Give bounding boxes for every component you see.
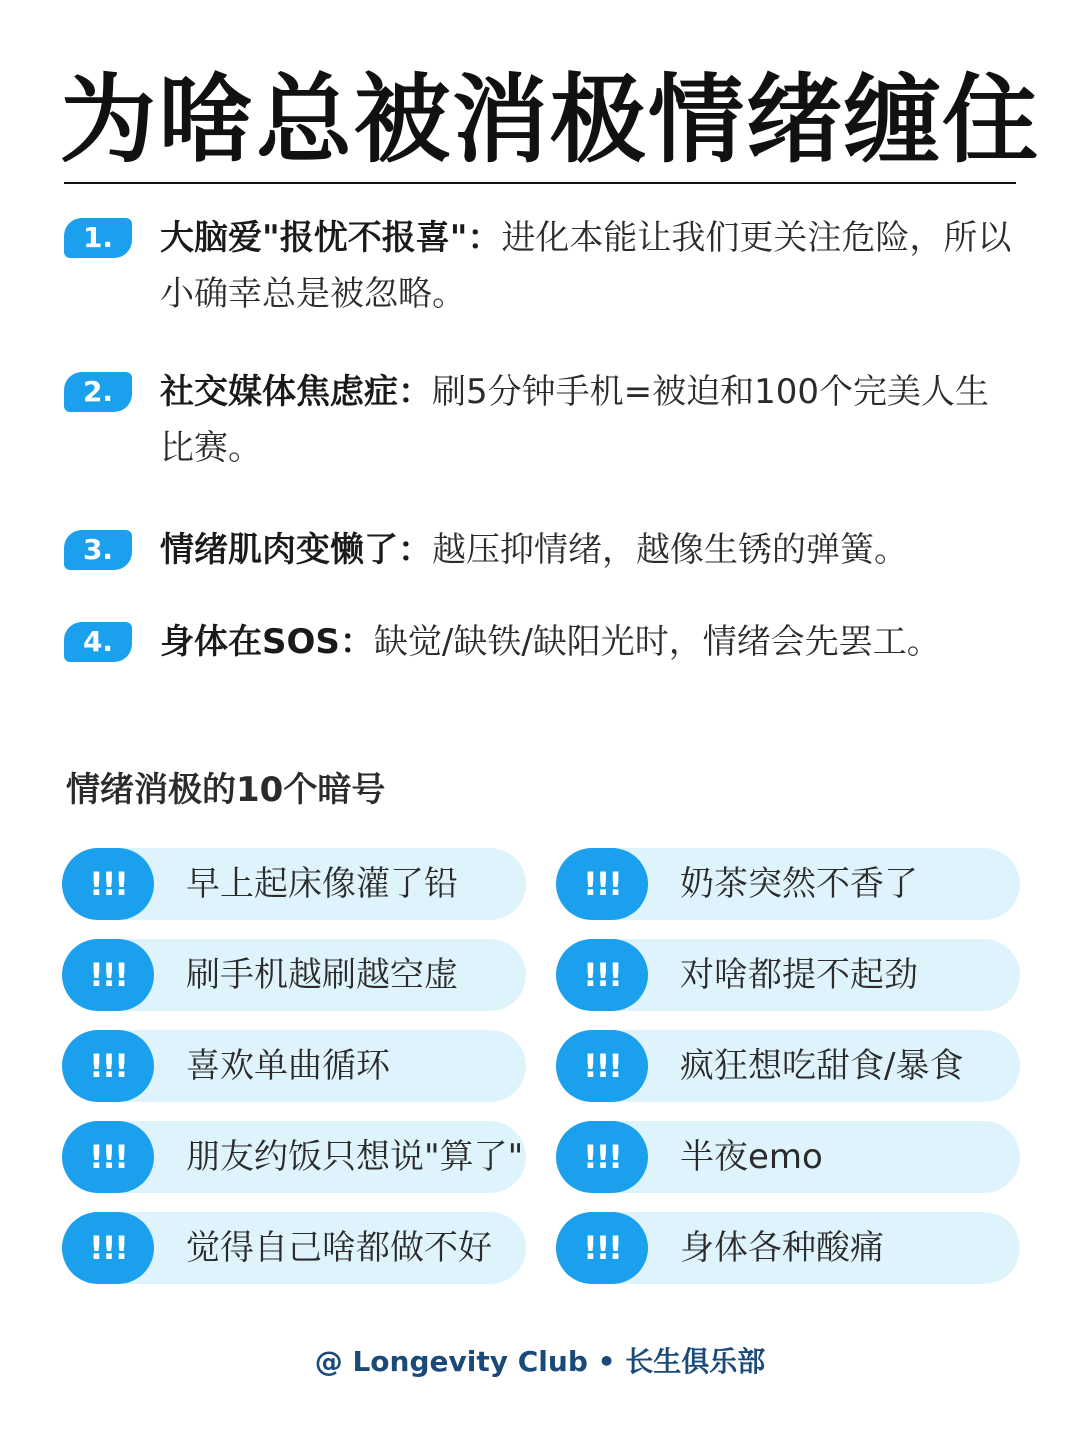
signal-label: 刷手机越刷越空虚 (186, 955, 458, 995)
alert-icon: !!! (556, 1212, 648, 1284)
point-number-badge: 2. (64, 372, 132, 412)
signal-label: 觉得自己啥都做不好 (186, 1228, 492, 1268)
point-text (160, 522, 1020, 578)
point-number-badge: 3. (64, 530, 132, 570)
signal-pill-4 (556, 939, 1020, 1011)
point-number-badge: 4. (64, 622, 132, 662)
alert-icon: !!! (556, 1121, 648, 1193)
point-heading: 大脑爱"报忧不报喜"： (160, 218, 502, 258)
signals-heading: 情绪消极的10个暗号 (66, 770, 386, 810)
point-number-badge: 1. (64, 218, 132, 258)
page-title: 为啥总被消极情绪缠住 (60, 64, 1040, 176)
alert-icon: !!! (62, 848, 154, 920)
alert-icon: !!! (62, 1121, 154, 1193)
signal-pill-8 (556, 1121, 1020, 1193)
footer-credit: @ Longevity Club • 长生俱乐部 (314, 1345, 766, 1378)
alert-icon: !!! (62, 939, 154, 1011)
signal-pill-1 (62, 848, 526, 920)
point-heading: 社交媒体焦虑症： (160, 372, 432, 412)
point-heading: 身体在SOS： (160, 622, 374, 662)
alert-icon: !!! (62, 1030, 154, 1102)
signal-label: 朋友约饭只想说"算了" (186, 1137, 524, 1177)
signal-label: 喜欢单曲循环 (186, 1046, 390, 1086)
signal-label: 疯狂想吃甜食/暴食 (680, 1046, 964, 1086)
signal-label: 奶茶突然不香了 (680, 864, 918, 904)
signal-pill-10 (556, 1212, 1020, 1284)
signal-pill-2 (556, 848, 1020, 920)
point-text (160, 364, 1020, 476)
signal-pill-5 (62, 1030, 526, 1102)
point-body: 进化本能让我们更关注危险，所以小确幸总是被忽略。 (160, 218, 1012, 314)
signal-label: 身体各种酸痛 (680, 1228, 884, 1268)
alert-icon: !!! (556, 848, 648, 920)
signal-label: 早上起床像灌了铅 (186, 864, 458, 904)
signal-pill-7 (62, 1121, 526, 1193)
title-divider (64, 182, 1016, 184)
signal-pill-6 (556, 1030, 1020, 1102)
signal-label: 半夜emo (680, 1137, 823, 1177)
point-body: 刷5分钟手机=被迫和100个完美人生比赛。 (160, 372, 990, 468)
signal-pill-9 (62, 1212, 526, 1284)
signal-pill-3 (62, 939, 526, 1011)
point-text (160, 614, 1020, 670)
signal-label: 对啥都提不起劲 (680, 955, 918, 995)
alert-icon: !!! (62, 1212, 154, 1284)
point-body: 越压抑情绪，越像生锈的弹簧。 (432, 530, 908, 570)
point-body: 缺觉/缺铁/缺阳光时，情绪会先罢工。 (373, 622, 941, 662)
point-heading: 情绪肌肉变懒了： (160, 530, 432, 570)
alert-icon: !!! (556, 1030, 648, 1102)
point-text (160, 210, 1020, 322)
alert-icon: !!! (556, 939, 648, 1011)
